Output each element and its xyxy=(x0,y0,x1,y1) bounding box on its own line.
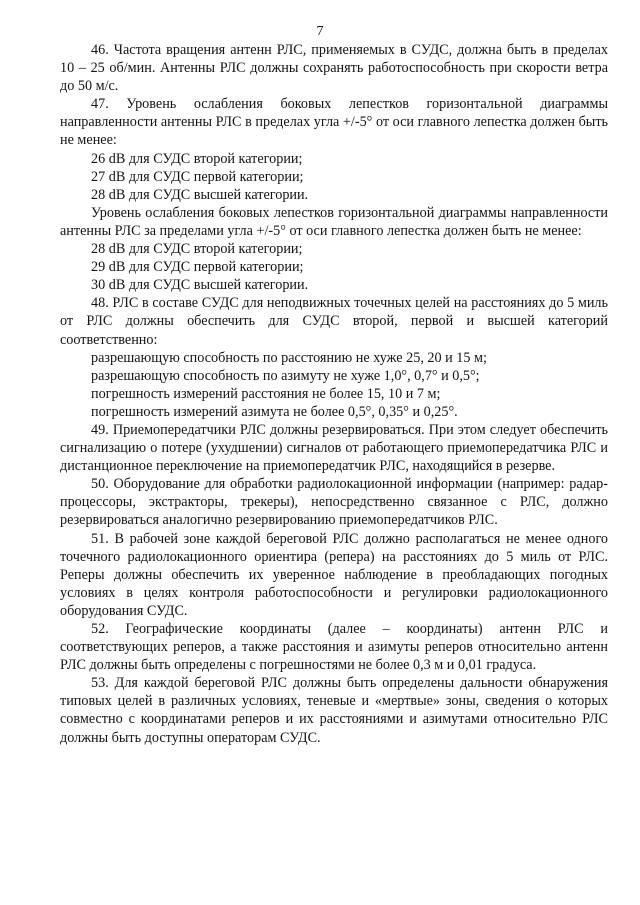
paragraph-49: 49. Приемопередатчики РЛС должны резервироваться. При этом следует обеспечить сигнализацию о потере (ухудшении) сигналов от работающего приемопередатчика РЛС и дистанционное переключение на приемопередатчик РЛС, находящийся в резерве. xyxy=(60,421,608,475)
list-item: 27 dB для СУДС первой категории; xyxy=(91,168,304,185)
paragraph-48: 48. РЛС в составе СУДС для неподвижных точечных целей на расстояниях до 5 миль от РЛС должны обеспечить для СУДС второй, первой и высшей категорий соответственно: xyxy=(60,295,608,348)
list-item: 28 dB для СУДС второй категории; xyxy=(91,241,303,258)
list-item: погрешность измерений азимута не более 0,5°, 0,35° и 0,25°. xyxy=(91,403,458,420)
list-item: 28 dB для СУДС высшей категории. xyxy=(91,186,309,203)
list-item: разрешающую способность по азимуту не хуже 1,0°, 0,7° и 0,5°; xyxy=(91,367,480,384)
paragraph-52: 52. Географические координаты (далее – координаты) антенн РЛС и соответствующих реперов, а также расстояния и азимуты реперов относительно антенн РЛС должны быть определены с погрешностями не более 0,3 м и 0,01 градуса. xyxy=(60,621,608,674)
paragraph-53: 53. Для каждой береговой РЛС должны быть определены дальности обнаружения типовых целей в различных условиях, теневые и «мертвые» зоны, сведения о которых совместно с координатами реперов и их расстояниями и азимутами относительно РЛС должны быть доступны операторам СУДС. xyxy=(60,675,608,746)
paragraph-51: 51. В рабочей зоне каждой береговой РЛС должно располагаться не менее одного точечного радиолокационного ориентира (репера) на расстояниях до 5 миль от РЛС. Реперы должны обеспечить их уверенное наблюдение в преобладающих погодных условиях в целях контроля работоспособности и регулировки радиолокационного оборудования СУДС. xyxy=(60,530,608,619)
paragraph-50: 50. Оборудование для обработки радиолокационной информации (например: радар-процессоры, экстракторы, трекеры), непосредственно связанное с РЛС, должно резервироваться аналогично резервированию приемопередатчиков РЛС. xyxy=(60,476,608,529)
page-number: 7 xyxy=(316,24,324,39)
paragraph-47-continued: Уровень ослабления боковых лепестков горизонтальной диаграммы направленности антенны РЛС за пределами угла +/-5° от оси главного лепестка должен быть не менее: xyxy=(60,204,608,239)
list-item: разрешающую способность по расстоянию не хуже 25, 20 и 15 м; xyxy=(91,349,487,366)
document-body xyxy=(60,41,608,747)
list-item: 30 dB для СУДС высшей категории. xyxy=(91,277,309,294)
list-item: 26 dB для СУДС второй категории; xyxy=(91,150,303,167)
paragraph-46: 46. Частота вращения антенн РЛС, применяемых в СУДС, должна быть в пределах 10 – 25 об/мин. Антенны РЛС должны сохранять работоспособность при скорости ветра до 50 м/с. xyxy=(60,42,608,95)
paragraph-47: 47. Уровень ослабления боковых лепестков горизонтальной диаграммы направленности антенны РЛС в пределах угла +/-5° от оси главного лепестка должен быть не менее: xyxy=(60,96,608,149)
list-item: 29 dB для СУДС первой категории; xyxy=(91,259,304,276)
list-item: погрешность измерений расстояния не более 15, 10 и 7 м; xyxy=(91,385,441,402)
